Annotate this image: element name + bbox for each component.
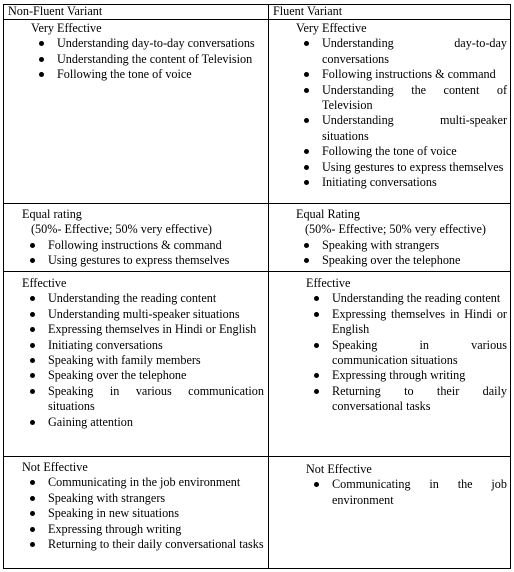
list-item: Communicating in the job environment — [306, 477, 507, 508]
list-item: Speaking with strangers — [296, 238, 507, 253]
item-list — [22, 238, 264, 269]
non-fluent-effective-cell — [4, 272, 268, 456]
list-item: Using gestures to express themselves — [296, 160, 507, 175]
section-subtitle: (50%- Effective; 50% very effective) — [305, 222, 486, 237]
section-title: Not Effective — [306, 462, 372, 476]
list-item: Expressing through writing — [22, 522, 264, 537]
list-item: Using gestures to express themselves — [22, 253, 264, 268]
list-item: Understanding the content of Television — [31, 52, 264, 67]
list-item: Speaking over the telephone — [22, 368, 264, 383]
comparison-table — [3, 4, 511, 569]
list-item: Speaking with family members — [22, 353, 264, 368]
section-title: Equal rating — [22, 207, 82, 221]
list-item: Understanding the content of Television — [296, 83, 507, 114]
section-title: Effective — [306, 276, 351, 290]
section-title: Very Effective — [31, 21, 102, 35]
section-title: Very Effective — [296, 21, 367, 35]
non-fluent-not-effective-cell — [4, 457, 268, 569]
list-item: Following instructions & command — [22, 238, 264, 253]
list-item: Speaking in new situations — [22, 506, 264, 521]
header-non-fluent: Non-Fluent Variant — [8, 4, 103, 18]
list-item: Expressing through writing — [306, 368, 507, 383]
item-list — [296, 36, 507, 190]
section-title: Effective — [22, 276, 67, 290]
fluent-not-effective-cell — [269, 457, 511, 569]
list-item: Speaking over the telephone — [296, 253, 507, 268]
fluent-effective-cell — [269, 272, 511, 456]
list-item: Understanding the reading content — [22, 291, 264, 306]
list-item: Expressing themselves in Hindi or English — [306, 307, 507, 338]
list-item: Initiating conversations — [22, 338, 264, 353]
item-list — [31, 36, 264, 82]
non-fluent-very-effective-cell — [4, 20, 268, 203]
list-item: Speaking in various communication situations — [306, 338, 507, 369]
section-title: Not Effective — [22, 460, 88, 474]
list-item: Speaking in various communication situations — [22, 384, 264, 415]
item-list — [22, 291, 264, 430]
list-item: Initiating conversations — [296, 175, 507, 190]
list-item: Understanding day-to-day conversations — [296, 36, 507, 67]
item-list — [22, 475, 264, 552]
list-item: Expressing themselves in Hindi or English — [22, 322, 264, 337]
non-fluent-equal-rating-cell — [4, 204, 268, 271]
list-item: Returning to their daily conversational tasks — [306, 384, 507, 415]
list-item: Communicating in the job environment — [22, 475, 264, 490]
list-item: Gaining attention — [22, 415, 264, 430]
list-item: Following the tone of voice — [31, 67, 264, 82]
list-item: Understanding the reading content — [306, 291, 507, 306]
header-fluent: Fluent Variant — [273, 4, 343, 18]
item-list — [306, 291, 507, 414]
item-list — [306, 477, 507, 508]
section-subtitle: (50%- Effective; 50% very effective) — [31, 222, 212, 237]
list-item: Speaking with strangers — [22, 491, 264, 506]
fluent-equal-rating-cell — [269, 204, 511, 271]
item-list — [296, 238, 507, 269]
list-item: Understanding multi-speaker situations — [296, 113, 507, 144]
fluent-very-effective-cell — [269, 20, 511, 203]
section-title: Equal Rating — [296, 207, 360, 221]
list-item: Returning to their daily conversational tasks — [22, 537, 264, 552]
list-item: Following the tone of voice — [296, 144, 507, 159]
list-item: Following instructions & command — [296, 67, 507, 82]
list-item: Understanding day-to-day conversations — [31, 36, 264, 51]
list-item: Understanding multi-speaker situations — [22, 307, 264, 322]
